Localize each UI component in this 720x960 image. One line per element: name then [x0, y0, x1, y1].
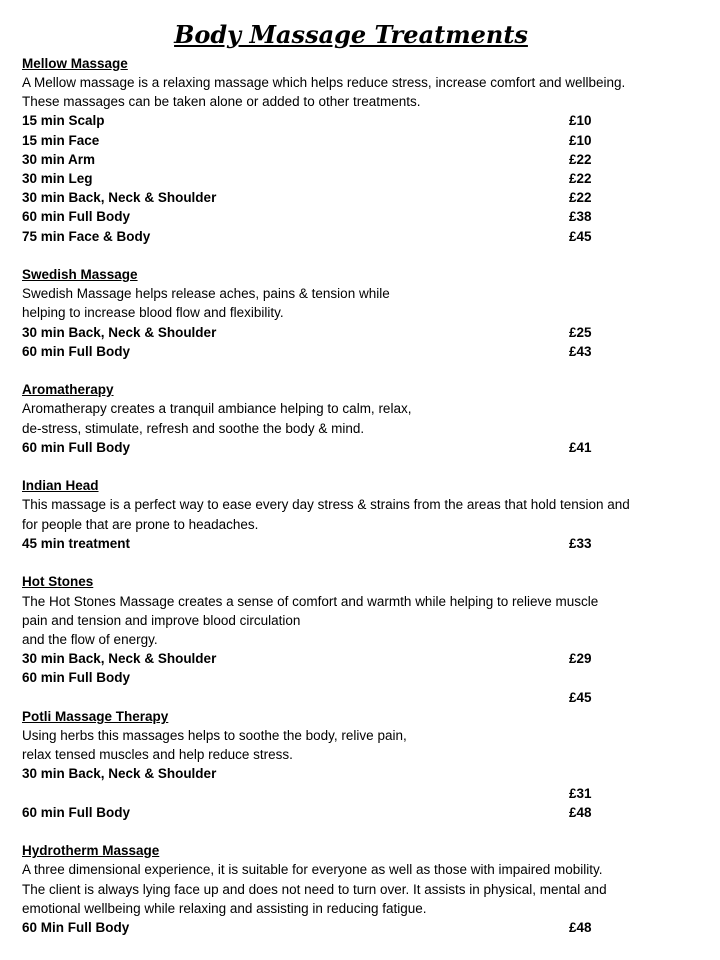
treatment-price: £45 — [569, 229, 592, 244]
treatment-price: £33 — [569, 536, 592, 551]
section-desc: pain and tension and improve blood circulation — [22, 613, 301, 628]
section-desc: The client is always lying face up and does not need to turn over. It assists in physical, mental and — [22, 882, 607, 897]
treatment-name: 60 min Full Body — [22, 344, 131, 359]
section-heading-hot-stones: Hot Stones — [22, 574, 94, 589]
section-desc: These massages can be taken alone or added to other treatments. — [22, 94, 421, 109]
treatment-name: 60 min Full Body — [22, 805, 131, 820]
section-desc: relax tensed muscles and help reduce stress. — [22, 747, 293, 762]
treatment-name: 30 min Back, Neck & Shoulder — [22, 766, 217, 781]
treatment-price: £41 — [569, 440, 592, 455]
treatment-name: 30 min Back, Neck & Shoulder — [22, 325, 217, 340]
section-desc: This massage is a perfect way to ease every day stress & strains from the areas that hold tension and — [22, 497, 630, 512]
treatment-price: £22 — [569, 171, 592, 186]
treatment-price: £22 — [569, 152, 592, 167]
treatment-price: £29 — [569, 651, 592, 666]
section-desc: A three dimensional experience, it is suitable for everyone as well as those with impaired mobility. — [22, 862, 603, 877]
section-heading-indian-head: Indian Head — [22, 478, 99, 493]
treatment-price: £38 — [569, 209, 592, 224]
treatment-name: 75 min Face & Body — [22, 229, 151, 244]
section-desc: helping to increase blood flow and flexibility. — [22, 305, 284, 320]
treatment-price: £25 — [569, 325, 592, 340]
section-heading-potli: Potli Massage Therapy — [22, 709, 169, 724]
section-desc: emotional wellbeing while relaxing and assisting in reducing fatigue. — [22, 901, 427, 916]
treatment-price: £45 — [569, 690, 592, 705]
treatment-price: £43 — [569, 344, 592, 359]
section-desc: The Hot Stones Massage creates a sense of comfort and warmth while helping to relieve muscle — [22, 594, 599, 609]
section-heading-swedish: Swedish Massage — [22, 267, 138, 282]
section-heading-aromatherapy: Aromatherapy — [22, 382, 114, 397]
section-desc: de-stress, stimulate, refresh and soothe the body & mind. — [22, 421, 365, 436]
treatment-name: 60 min Full Body — [22, 440, 131, 455]
treatment-price: £48 — [569, 920, 592, 935]
treatment-name: 15 min Scalp — [22, 113, 105, 128]
treatment-price: £31 — [569, 786, 592, 801]
treatment-name: 30 min Leg — [22, 171, 93, 186]
treatment-name: 30 min Back, Neck & Shoulder — [22, 190, 217, 205]
section-desc: Swedish Massage helps release aches, pains & tension while — [22, 286, 390, 301]
section-desc: A Mellow massage is a relaxing massage which helps reduce stress, increase comfort and wellbeing. — [22, 75, 626, 90]
section-heading-mellow: Mellow Massage — [22, 56, 128, 71]
section-desc: and the flow of energy. — [22, 632, 158, 647]
section-desc: for people that are prone to headaches. — [22, 517, 259, 532]
treatment-price: £48 — [569, 805, 592, 820]
treatment-name: 60 Min Full Body — [22, 920, 130, 935]
treatment-name: 15 min Face — [22, 133, 100, 148]
treatment-name: 30 min Back, Neck & Shoulder — [22, 651, 217, 666]
treatment-price: £22 — [569, 190, 592, 205]
page-title: Body Massage Treatments — [174, 20, 528, 49]
treatment-name: 60 min Full Body — [22, 209, 131, 224]
section-heading-hydrotherm: Hydrotherm Massage — [22, 843, 160, 858]
treatment-name: 30 min Arm — [22, 152, 96, 167]
section-desc: Aromatherapy creates a tranquil ambiance helping to calm, relax, — [22, 401, 412, 416]
treatment-name: 60 min Full Body — [22, 670, 131, 685]
treatment-name: 45 min treatment — [22, 536, 131, 551]
treatment-price: £10 — [569, 113, 592, 128]
section-desc: Using herbs this massages helps to soothe the body, relive pain, — [22, 728, 407, 743]
treatment-price: £10 — [569, 133, 592, 148]
